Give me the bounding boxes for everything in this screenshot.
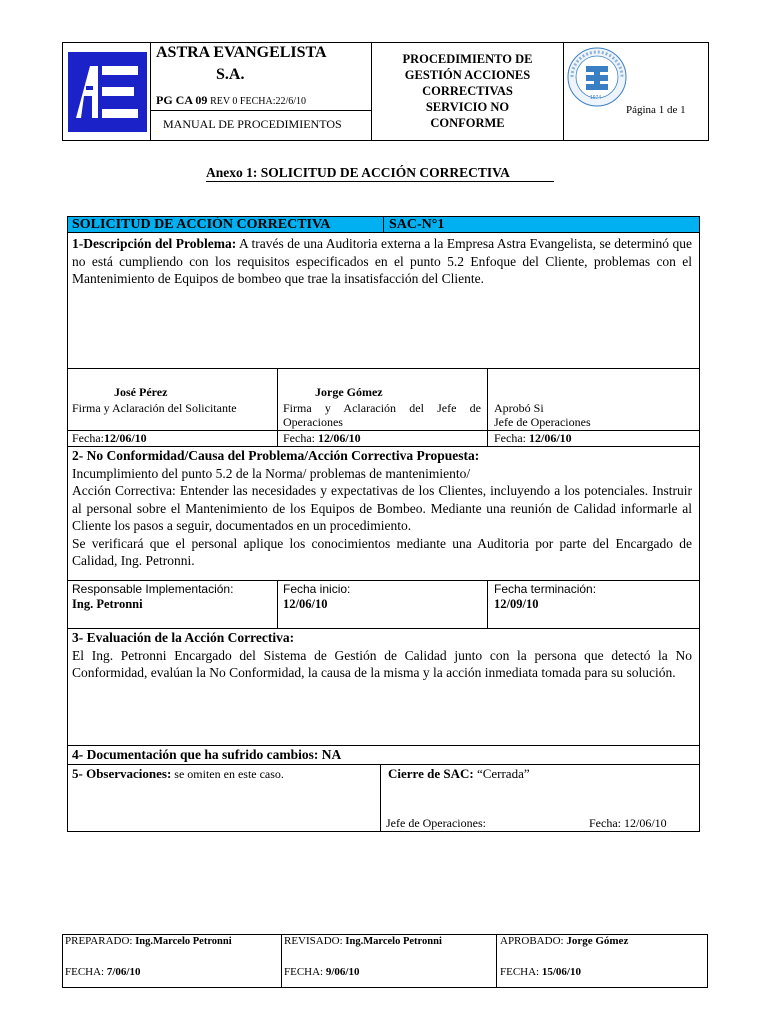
start-date-value: 12/06/10 <box>283 597 328 611</box>
fecha-revisado: FECHA: 9/06/10 <box>284 966 360 978</box>
manual-label: MANUAL DE PROCEDIMIENTOS <box>163 117 342 131</box>
section-observations: 5- Observaciones: se omiten en este caso. <box>72 766 284 781</box>
form-title: SOLICITUD DE ACCIÓN CORRECTIVA <box>72 217 331 232</box>
page-number: Página 1 de 1 <box>626 104 686 116</box>
solicitante-role: Firma y Aclaración del Solicitante <box>72 401 237 415</box>
jefe-role: Firma y Aclaración del Jefe de Operaciones <box>283 401 481 429</box>
section-nonconformity: 2- No Conformidad/Causa del Problema/Acción Correctiva Propuesta: Incumplimiento del punto 5.2 de la Norma/ problemas de mantenimiento/ Acción Correctiva: Entender las necesidades y expectativas de los Clientes, incluyendo a los potenciales. Instruir al personal sobre el Mantenimiento de los Equipos de Bombeo. Mediante una reunión de Calidad informarle al Cliente los pasos a seguir, documentados en un procedimiento. Se verificará que el personal aplique los conocimientos mediante una Auditoria por parte del Encargado de Calidad, Ing. Petronni. <box>72 448 692 568</box>
fecha-aprobado: FECHA: 15/06/10 <box>500 966 581 978</box>
sac-closure: Cierre de SAC: “Cerrada” <box>388 766 530 781</box>
section-evaluation: 3- Evaluación de la Acción Correctiva: El Ing. Petronni Encargado del Sistema de Gestión de Calidad junto con la persona que detectó la No Conformidad, evalúan la No Conformidad, la causa de la misma y la acción inmediata tomada para su solución. <box>72 630 692 680</box>
doc-code: PG CA 09 <box>156 93 208 106</box>
jefe-name: Jorge Gómez <box>315 385 383 399</box>
responsable-value: Ing. Petronni <box>72 597 143 611</box>
seal-year: 1974 <box>590 95 602 101</box>
solicitante-date: Fecha:12/06/10 <box>72 431 147 445</box>
start-date-label: Fecha inicio: <box>283 582 351 596</box>
university-seal <box>566 46 628 108</box>
procedure-title: PROCEDIMIENTO DE GESTIÓN ACCIONES CORRECTIVAS SERVICIO NO CONFORME <box>402 52 533 130</box>
closure-date: Fecha: 12/06/10 <box>589 816 667 830</box>
section-documentation: 4- Documentación que ha sufrido cambios: NA <box>72 747 342 762</box>
jefe-date: Fecha: 12/06/10 <box>283 431 361 445</box>
section-problem-description: 1-Descripción del Problema: A través de una Auditoria externa a la Empresa Astra Evangelista, se determinó que no está cumpliendo con los requisitos especificados en el punto 5.2 Enfoque del Cliente, problemas con el Mantenimiento de Equipos de bombeo que trae la insatisfacción del Cliente. <box>72 236 692 286</box>
preparado: PREPARADO: Ing.Marcelo Petronni <box>65 935 232 947</box>
revisado: REVISADO: Ing.Marcelo Petronni <box>284 935 442 947</box>
responsable-label: Responsable Implementación: <box>72 582 234 596</box>
aprobo-role: Aprobó Si Jefe de Operaciones <box>494 401 591 429</box>
doc-code-line <box>156 93 368 106</box>
solicitante-name: José Pérez <box>114 385 168 399</box>
doc-rev: REV 0 FECHA:22/6/10 <box>210 96 307 106</box>
company-suffix: S.A. <box>216 66 245 83</box>
aprobo-date: Fecha: 12/06/10 <box>494 431 572 445</box>
closure-role: Jefe de Operaciones: <box>386 816 486 830</box>
ae-logo-icon <box>68 52 147 132</box>
company-name: ASTRA EVANGELISTA <box>156 44 327 61</box>
aprobado: APROBADO: Jorge Gómez <box>500 935 629 947</box>
fecha-preparado: FECHA: 7/06/10 <box>65 966 141 978</box>
annex-title: Anexo 1: SOLICITUD DE ACCIÓN CORRECTIVA <box>206 165 554 182</box>
form-number: SAC-N°1 <box>389 217 445 232</box>
company-logo <box>68 52 147 132</box>
end-date-label: Fecha terminación: <box>494 582 597 596</box>
end-date-value: 12/09/10 <box>494 597 539 611</box>
